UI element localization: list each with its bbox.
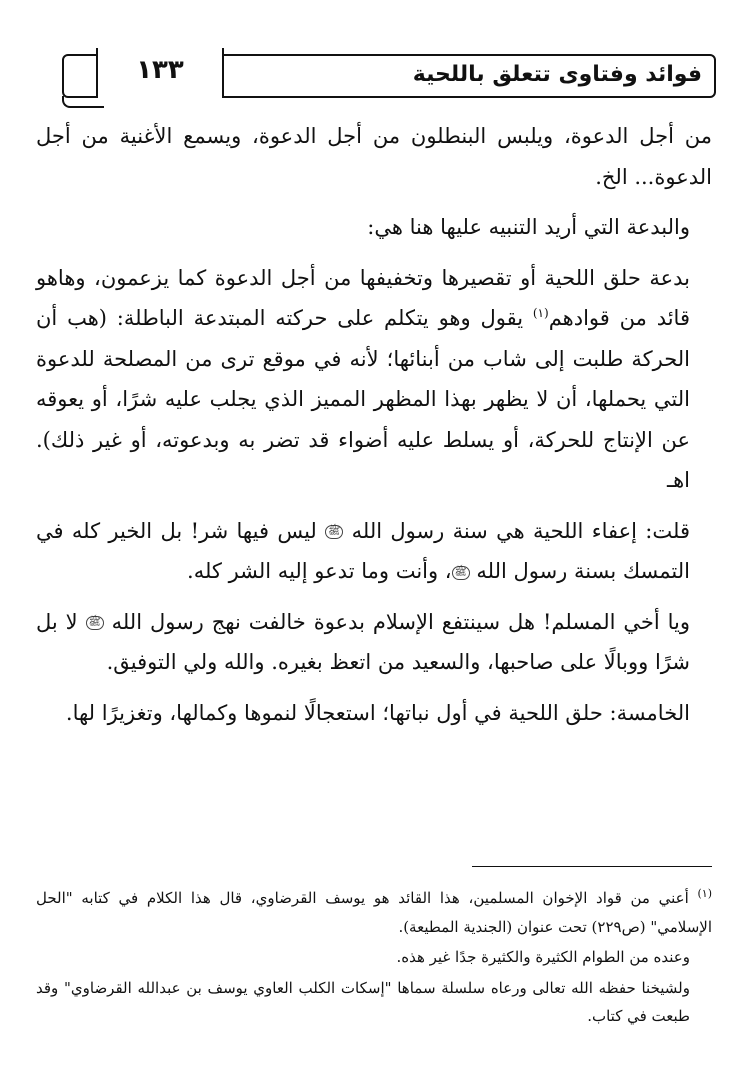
paragraph-4-part-b: ليس فيها شر! بل الخير كله في التمسك بسنة رسول الله (36, 518, 690, 583)
header-ornament (62, 96, 104, 108)
salutation-icon: ﷺ (325, 525, 343, 539)
footnote-1 (36, 884, 712, 941)
page-number-box (96, 48, 224, 98)
page-header (62, 54, 716, 102)
salutation-icon: ﷺ (86, 616, 104, 630)
paragraph-2: والبدعة التي أريد التنبيه عليها هنا هي: (367, 215, 690, 239)
footnote-2: وعنده من الطوام الكثيرة والكثيرة جدًا غير هذه. (396, 948, 690, 966)
paragraph-4 (36, 511, 712, 592)
main-text (36, 116, 712, 743)
paragraph-1: من أجل الدعوة، ويلبس البنطلون من أجل الدعوة، ويسمع الأغنية من أجل الدعوة... الخ. (36, 124, 712, 189)
paragraph-6: الخامسة: حلق اللحية في أول نباتها؛ استعجالًا لنموها وكمالها، وتغزيرًا لها. (65, 700, 690, 725)
page-number: ١٣٣ (136, 55, 184, 85)
paragraph-5-part-a: ويا أخي المسلم! هل سينتفع الإسلام بدعوة خالفت نهج رسول الله (103, 609, 690, 634)
footnote-separator (472, 866, 712, 867)
footnote-marker: (١) (697, 887, 712, 900)
paragraph-3 (36, 258, 712, 501)
paragraph-4-part-c: ، وأنت وما تدعو إليه الشر كله. (187, 559, 452, 583)
paragraph-4-part-a: قلت: إعفاء اللحية هي سنة رسول الله (343, 518, 690, 543)
paragraph-3-part-a: بدعة حلق اللحية أو تقصيرها وتخفيفها من أجل الدعوة كما يزعمون، وهاهو قائد من قوادهم (36, 265, 690, 330)
paragraph-5 (36, 602, 712, 683)
running-title: فوائد وفتاوى تتعلق باللحية (412, 62, 702, 87)
paragraph-3-part-b: يقول وهو يتكلم على حركته المبتدعة الباطلة: (هب أن الحركة طلبت إلى شاب من أبنائها؛ لأنه في موقع ترى من المصلحة للدعوة التي يحملها، أن لا يظهر بهذا المظهر المميز الذي يجلب عليه شرًا، أو يعوقه عن الإنتاج للحركة، أو يسلط عليه أضواء قد تضر به وبدعوته، أو غير ذلك). اهـ (36, 306, 690, 492)
footnotes (36, 884, 712, 1033)
footnote-reference[interactable]: (١) (532, 306, 549, 320)
paragraph-5-part-b: لا بل شرًا ووبالًا على صاحبها، والسعيد من اتعظ بغيره. والله ولي التوفيق. (36, 609, 690, 674)
footnote-1-text: أعني من قواد الإخوان المسلمين، هذا القائد هو يوسف القرضاوي، قال هذا الكلام في كتابه "الحل الإسلامي" (ص٢٢٩) تحت عنوان (الجندية المطيعة). (36, 889, 712, 936)
footnote-3: ولشيخنا حفظه الله تعالى ورعاه سلسلة سماها "إسكات الكلب العاوي يوسف بن عبدالله القرضاوي" وقد طبعت في كتاب. (36, 978, 690, 1025)
salutation-icon: ﷺ (452, 566, 470, 580)
